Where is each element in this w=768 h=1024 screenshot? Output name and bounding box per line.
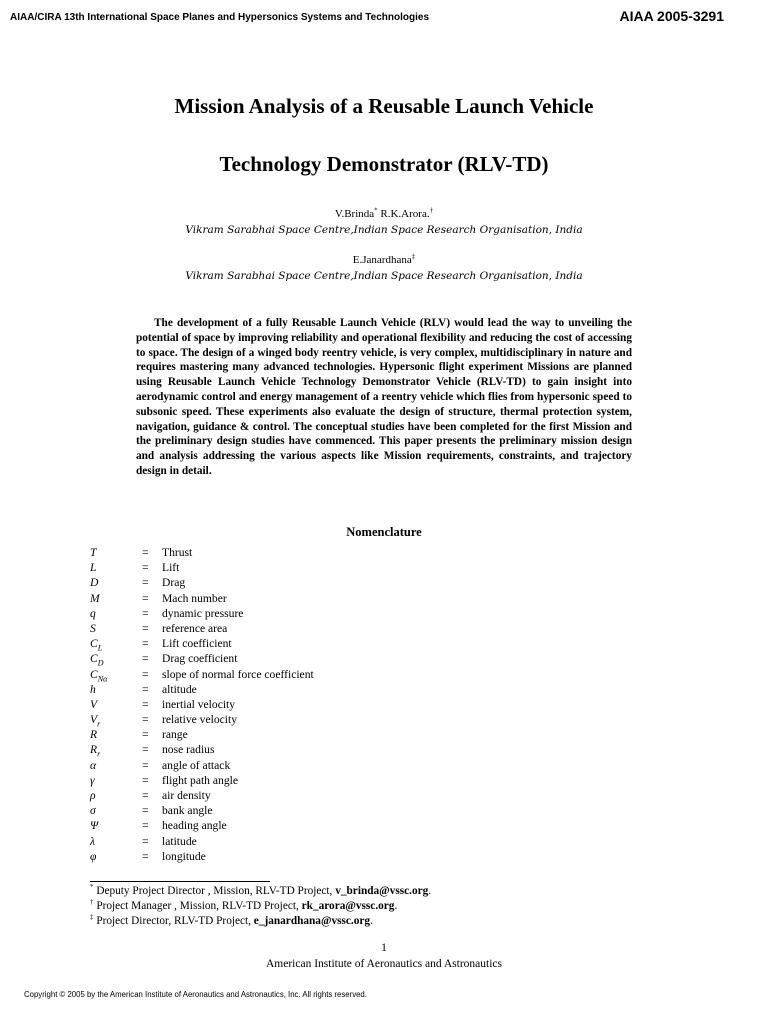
nomenclature-definition: inertial velocity xyxy=(162,697,236,711)
nomenclature-definition: Lift coefficient xyxy=(162,637,232,651)
nomenclature-definition: bank angle xyxy=(162,804,213,818)
nomenclature-symbol: λ xyxy=(90,834,96,848)
equals-sign: = xyxy=(142,682,149,696)
nomenclature-definition: angle of attack xyxy=(162,758,231,772)
equals-sign: = xyxy=(142,606,149,620)
equals-sign: = xyxy=(142,743,149,757)
footnote-email[interactable]: e_janardhana@vssc.org xyxy=(253,915,371,927)
nomenclature-symbol: V xyxy=(90,697,98,711)
nomenclature-symbol: $C_D$ xyxy=(90,652,104,668)
nomenclature-row xyxy=(90,818,314,833)
nomenclature-definition: relative velocity xyxy=(162,713,238,727)
nomenclature-row xyxy=(90,560,314,575)
nomenclature-definition: air density xyxy=(162,789,211,802)
nomenclature-definition: Mach number xyxy=(162,591,227,605)
equals-sign: = xyxy=(142,546,149,559)
author-name: E.Janardhana xyxy=(352,254,412,266)
author-name: V.Brinda xyxy=(334,208,375,220)
footnote-end: . xyxy=(394,900,398,912)
footnotes xyxy=(90,884,431,929)
nomenclature-definition: Lift xyxy=(162,561,180,575)
equals-sign: = xyxy=(142,667,149,681)
nomenclature-row xyxy=(90,788,314,803)
abstract: The development of a fully Reusable Launch Vehicle (RLV) would lead the way to unveiling the potential of space by improving reliability and operational flexibility and reducing the cost of accessing to space. The design of a winged body reentry vehicle, is very complex, multidisciplinary in nature and requires mastering many advanced technologies. Hypersonic flight experiment Missions are planned using Reusable Launch Vehicle Technology Demonstrator Vehicle (RLV-TD) to gain insight into aerodynamic control and energy management of a reentry vehicle which flies from hypersonic speed to subsonic speed. These experiments also evaluate the design of structure, thermal protection system, navigation, guidance & control. The conceptual studies have been completed for the first Mission and the preliminary design studies have commenced. This paper presents the preliminary mission design and analysis addressing the various aspects like Mission requirements, constraints, and trajectory design in detail. xyxy=(136,317,632,477)
author-line-2 xyxy=(0,254,768,266)
nomenclature-definition: Drag coefficient xyxy=(162,652,238,666)
equals-sign: = xyxy=(142,758,149,772)
nomenclature-row xyxy=(90,803,314,818)
footnote-end: . xyxy=(428,885,432,897)
nomenclature-heading: Nomenclature xyxy=(346,525,422,539)
nomenclature-definition: reference area xyxy=(162,621,228,635)
nomenclature-row xyxy=(90,682,314,697)
nomenclature-symbol: D xyxy=(90,576,99,590)
footnote xyxy=(90,914,431,929)
nomenclature-symbol: φ xyxy=(90,849,97,863)
nomenclature-row xyxy=(90,621,314,636)
equals-sign: = xyxy=(142,834,149,848)
nomenclature-symbol: T xyxy=(90,546,97,559)
nomenclature-symbol: $C_L$ xyxy=(90,637,103,653)
equals-sign: = xyxy=(142,652,149,666)
footnote-mark: † xyxy=(429,206,434,215)
author-name: R.K.Arora. xyxy=(377,208,430,220)
nomenclature-symbol: L xyxy=(90,561,97,575)
nomenclature-definition: Thrust xyxy=(162,546,193,559)
nomenclature-symbol: $C_{N\alpha}$ xyxy=(90,667,108,683)
nomenclature-row xyxy=(90,667,314,682)
nomenclature-symbol: h xyxy=(90,682,96,696)
nomenclature-row xyxy=(90,575,314,590)
equals-sign: = xyxy=(142,576,149,590)
nomenclature-definition: latitude xyxy=(162,834,197,848)
footnote-end: . xyxy=(370,915,373,927)
nomenclature-symbol: S xyxy=(90,621,96,635)
footnote xyxy=(90,899,431,914)
page-number: 1 xyxy=(381,942,387,954)
nomenclature-definition: flight path angle xyxy=(162,773,238,787)
paper-id: AIAA 2005-3291 xyxy=(619,8,724,24)
footnote-mark: † xyxy=(90,898,94,907)
equals-sign: = xyxy=(142,849,149,863)
nomenclature-row xyxy=(90,591,314,606)
nomenclature-row xyxy=(90,758,314,773)
equals-sign: = xyxy=(142,637,149,651)
nomenclature-symbol: ρ xyxy=(90,789,96,802)
nomenclature-definition: slope of normal force coefficient xyxy=(162,667,314,681)
nomenclature-definition: altitude xyxy=(162,682,197,696)
nomenclature-definition: Drag xyxy=(162,576,186,590)
nomenclature-definition: dynamic pressure xyxy=(162,606,244,620)
nomenclature-definition: heading angle xyxy=(162,819,227,833)
paper-title-line2: Technology Demonstrator (RLV-TD) xyxy=(219,152,549,176)
nomenclature-list xyxy=(90,545,314,864)
footnote-divider xyxy=(90,881,270,882)
nomenclature-row xyxy=(90,545,314,560)
footnote-mark: ‡ xyxy=(90,913,94,922)
nomenclature-row xyxy=(90,849,314,864)
footnote-email[interactable]: v_brinda@vssc.org xyxy=(335,885,429,897)
affiliation-1: Vikram Sarabhai Space Centre,Indian Space Research Organisation, India xyxy=(185,224,583,236)
nomenclature-definition: nose radius xyxy=(162,743,215,757)
organization-footer: American Institute of Aeronautics and Astronautics xyxy=(265,958,502,970)
footnote-email[interactable]: rk_arora@vssc.org xyxy=(301,900,395,912)
equals-sign: = xyxy=(142,773,149,787)
nomenclature-row xyxy=(90,727,314,742)
nomenclature-row xyxy=(90,606,314,621)
nomenclature-row xyxy=(90,636,314,651)
equals-sign: = xyxy=(142,819,149,833)
conference-header: AIAA/CIRA 13th International Space Planes and Hypersonics Systems and Technologies xyxy=(10,12,429,23)
nomenclature-row xyxy=(90,651,314,666)
nomenclature-definition: longitude xyxy=(162,849,206,863)
nomenclature-symbol: σ xyxy=(90,804,96,818)
equals-sign: = xyxy=(142,804,149,818)
nomenclature-symbol: α xyxy=(90,758,97,772)
copyright-notice: Copyright © 2005 by the American Institute of Aeronautics and Astronautics, Inc. All rights reserved. xyxy=(24,990,367,999)
equals-sign: = xyxy=(142,789,149,802)
nomenclature-symbol: q xyxy=(90,606,96,620)
nomenclature-symbol: M xyxy=(90,591,100,605)
affiliation-2: Vikram Sarabhai Space Centre,Indian Space Research Organisation, India xyxy=(185,270,583,282)
footnote-mark: * xyxy=(374,206,378,215)
footnote xyxy=(90,884,431,899)
paper-title-line1: Mission Analysis of a Reusable Launch Vehicle xyxy=(174,94,594,118)
footnote-mark: * xyxy=(90,883,94,892)
nomenclature-row xyxy=(90,834,314,849)
nomenclature-symbol: $R_r$ xyxy=(90,743,101,759)
nomenclature-definition: range xyxy=(162,728,188,742)
footnote-text: Project Director, RLV-TD Project, xyxy=(93,915,254,927)
equals-sign: = xyxy=(142,621,149,635)
equals-sign: = xyxy=(142,713,149,727)
nomenclature-symbol: R xyxy=(90,728,98,742)
nomenclature-symbol: $V_r$ xyxy=(90,713,101,729)
equals-sign: = xyxy=(142,561,149,575)
equals-sign: = xyxy=(142,697,149,711)
nomenclature-symbol: γ xyxy=(90,773,95,787)
equals-sign: = xyxy=(142,728,149,742)
footnote-mark: ‡ xyxy=(411,252,416,261)
nomenclature-symbol: Ψ xyxy=(90,819,99,833)
nomenclature-row xyxy=(90,742,314,757)
nomenclature-row xyxy=(90,697,314,712)
nomenclature-row xyxy=(90,773,314,788)
footnote-text: Project Manager , Mission, RLV-TD Project, xyxy=(93,900,302,912)
equals-sign: = xyxy=(142,591,149,605)
nomenclature-row xyxy=(90,712,314,727)
footnote-text: Deputy Project Director , Mission, RLV-TD Project, xyxy=(93,885,336,897)
author-line-1 xyxy=(0,208,768,220)
